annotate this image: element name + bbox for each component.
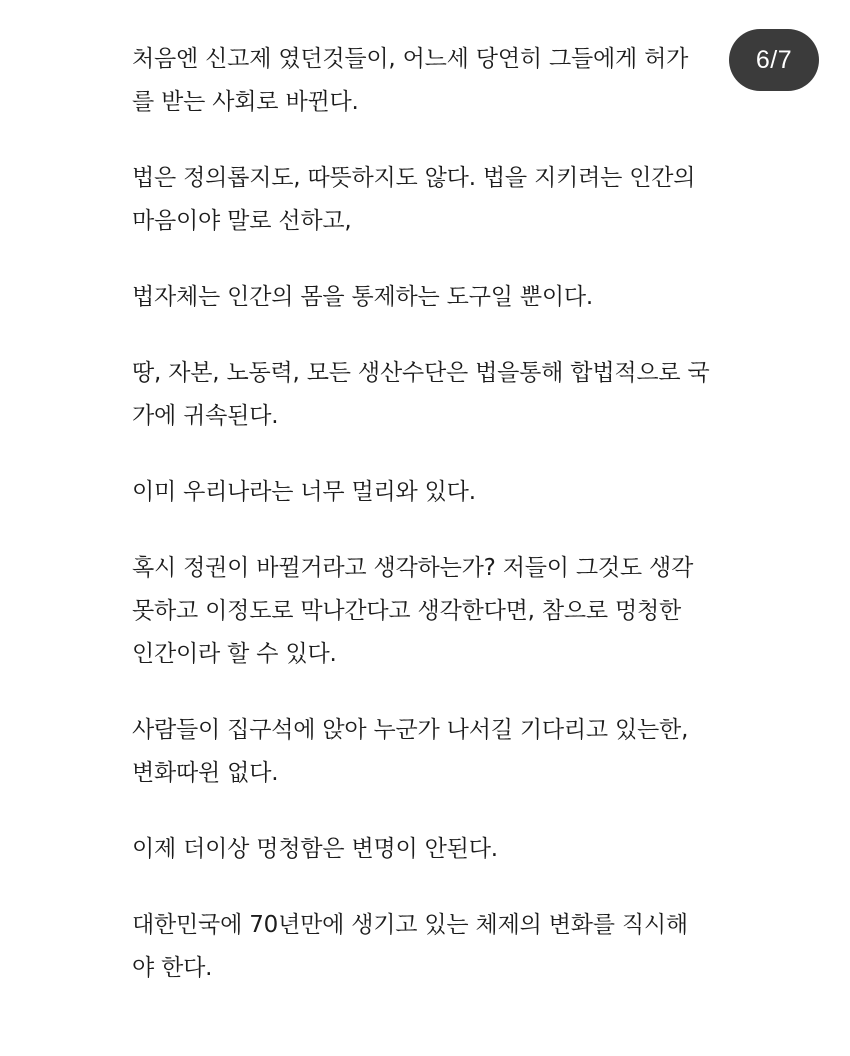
text-line: 법은 정의롭지도, 따뜻하지도 않다. 법을 지키려는 인간의 bbox=[132, 165, 696, 191]
paragraph bbox=[132, 276, 732, 319]
paragraph bbox=[132, 547, 732, 676]
paragraph bbox=[132, 904, 732, 990]
article-body bbox=[132, 38, 732, 1023]
text-line: 사람들이 집구석에 앉아 누군가 나서길 기다리고 있는한, bbox=[132, 717, 689, 743]
text-line: 변화따윈 없다. bbox=[132, 760, 279, 786]
text-line: 처음엔 신고제 였던것들이, 어느세 당연히 그들에게 허가 bbox=[132, 46, 689, 72]
paragraph bbox=[132, 471, 732, 514]
text-line: 야 한다. bbox=[132, 955, 213, 981]
text-line: 가에 귀속된다. bbox=[132, 403, 279, 429]
text-line: 대한민국에 70년만에 생기고 있는 체제의 변화를 직시해 bbox=[132, 912, 688, 938]
text-line: 를 받는 사회로 바뀐다. bbox=[132, 89, 359, 115]
text-line: 이미 우리나라는 너무 멀리와 있다. bbox=[132, 479, 476, 505]
text-line: 땅, 자본, 노동력, 모든 생산수단은 법을통해 합법적으로 국 bbox=[132, 360, 710, 386]
paragraph bbox=[132, 828, 732, 871]
text-line: 법자체는 인간의 몸을 통제하는 도구일 뿐이다. bbox=[132, 284, 594, 310]
paragraph bbox=[132, 352, 732, 438]
paragraph bbox=[132, 157, 732, 243]
text-line: 혹시 정권이 바뀔거라고 생각하는가? 저들이 그것도 생각 bbox=[132, 555, 694, 581]
text-line: 이제 더이상 멍청함은 변명이 안된다. bbox=[132, 836, 498, 862]
paragraph bbox=[132, 709, 732, 795]
page-indicator-badge: 6/7 bbox=[729, 29, 819, 91]
text-line: 마음이야 말로 선하고, bbox=[132, 208, 352, 234]
text-line: 인간이라 할 수 있다. bbox=[132, 641, 337, 667]
paragraph bbox=[132, 38, 732, 124]
text-line: 못하고 이정도로 막나간다고 생각한다면, 참으로 멍청한 bbox=[132, 598, 682, 624]
